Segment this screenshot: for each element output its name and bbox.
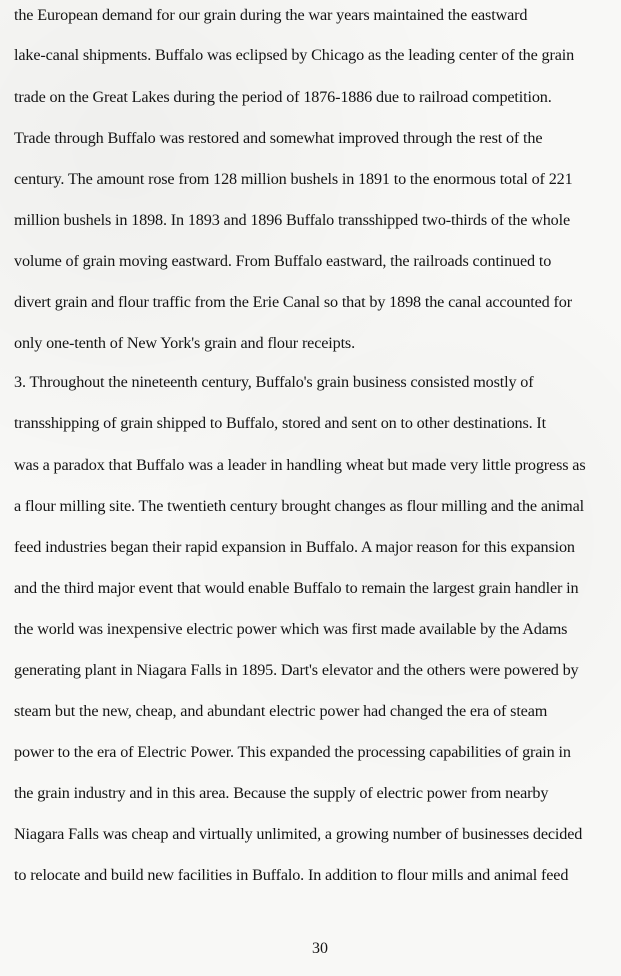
text-line-17: generating plant in Niagara Falls in 1895. Dart's elevator and the others were powered by	[14, 661, 579, 679]
text-line-18: steam but the new, cheap, and abundant electric power had changed the era of steam	[14, 702, 548, 720]
text-line-3: trade on the Great Lakes during the period of 1876-1886 due to railroad competition.	[14, 88, 552, 106]
text-line-7: volume of grain moving eastward. From Buffalo eastward, the railroads continued to	[14, 252, 552, 270]
text-line-11: transshipping of grain shipped to Buffalo, stored and sent on to other destinations. It	[14, 414, 546, 432]
text-line-20: the grain industry and in this area. Because the supply of electric power from nearby	[14, 784, 549, 802]
text-line-2: lake-canal shipments. Buffalo was eclipsed by Chicago as the leading center of the grain	[14, 46, 575, 64]
text-line-6: million bushels in 1898. In 1893 and 1896 Buffalo transshipped two-thirds of the whole	[14, 211, 571, 229]
text-line-5: century. The amount rose from 128 million bushels in 1891 to the enormous total of 221	[14, 170, 573, 188]
page-number: 30	[312, 940, 328, 957]
text-line-12: was a paradox that Buffalo was a leader in handling wheat but made very little progress as	[14, 456, 586, 474]
text-line-15: and the third major event that would enable Buffalo to remain the largest grain handler in	[14, 579, 579, 597]
text-line-16: the world was inexpensive electric power which was first made available by the Adams	[14, 620, 568, 638]
text-line-14: feed industries began their rapid expansion in Buffalo. A major reason for this expansion	[14, 538, 575, 556]
text-line-8: divert grain and flour traffic from the Erie Canal so that by 1898 the canal accounted for	[14, 293, 572, 311]
text-line-10: 3. Throughout the nineteenth century, Buffalo's grain business consisted mostly of	[14, 373, 534, 391]
text-line-13: a flour milling site. The twentieth century brought changes as flour milling and the animal	[14, 497, 585, 515]
text-line-21: Niagara Falls was cheap and virtually unlimited, a growing number of businesses decided	[14, 825, 583, 843]
text-line-9: only one-tenth of New York's grain and flour receipts.	[14, 334, 355, 352]
text-line-1: the European demand for our grain during the war years maintained the eastward	[14, 6, 528, 24]
text-line-19: power to the era of Electric Power. This expanded the processing capabilities of grain in	[14, 743, 571, 761]
text-line-22: to relocate and build new facilities in Buffalo. In addition to flour mills and animal feed	[14, 866, 569, 884]
text-line-4: Trade through Buffalo was restored and somewhat improved through the rest of the	[14, 129, 543, 147]
